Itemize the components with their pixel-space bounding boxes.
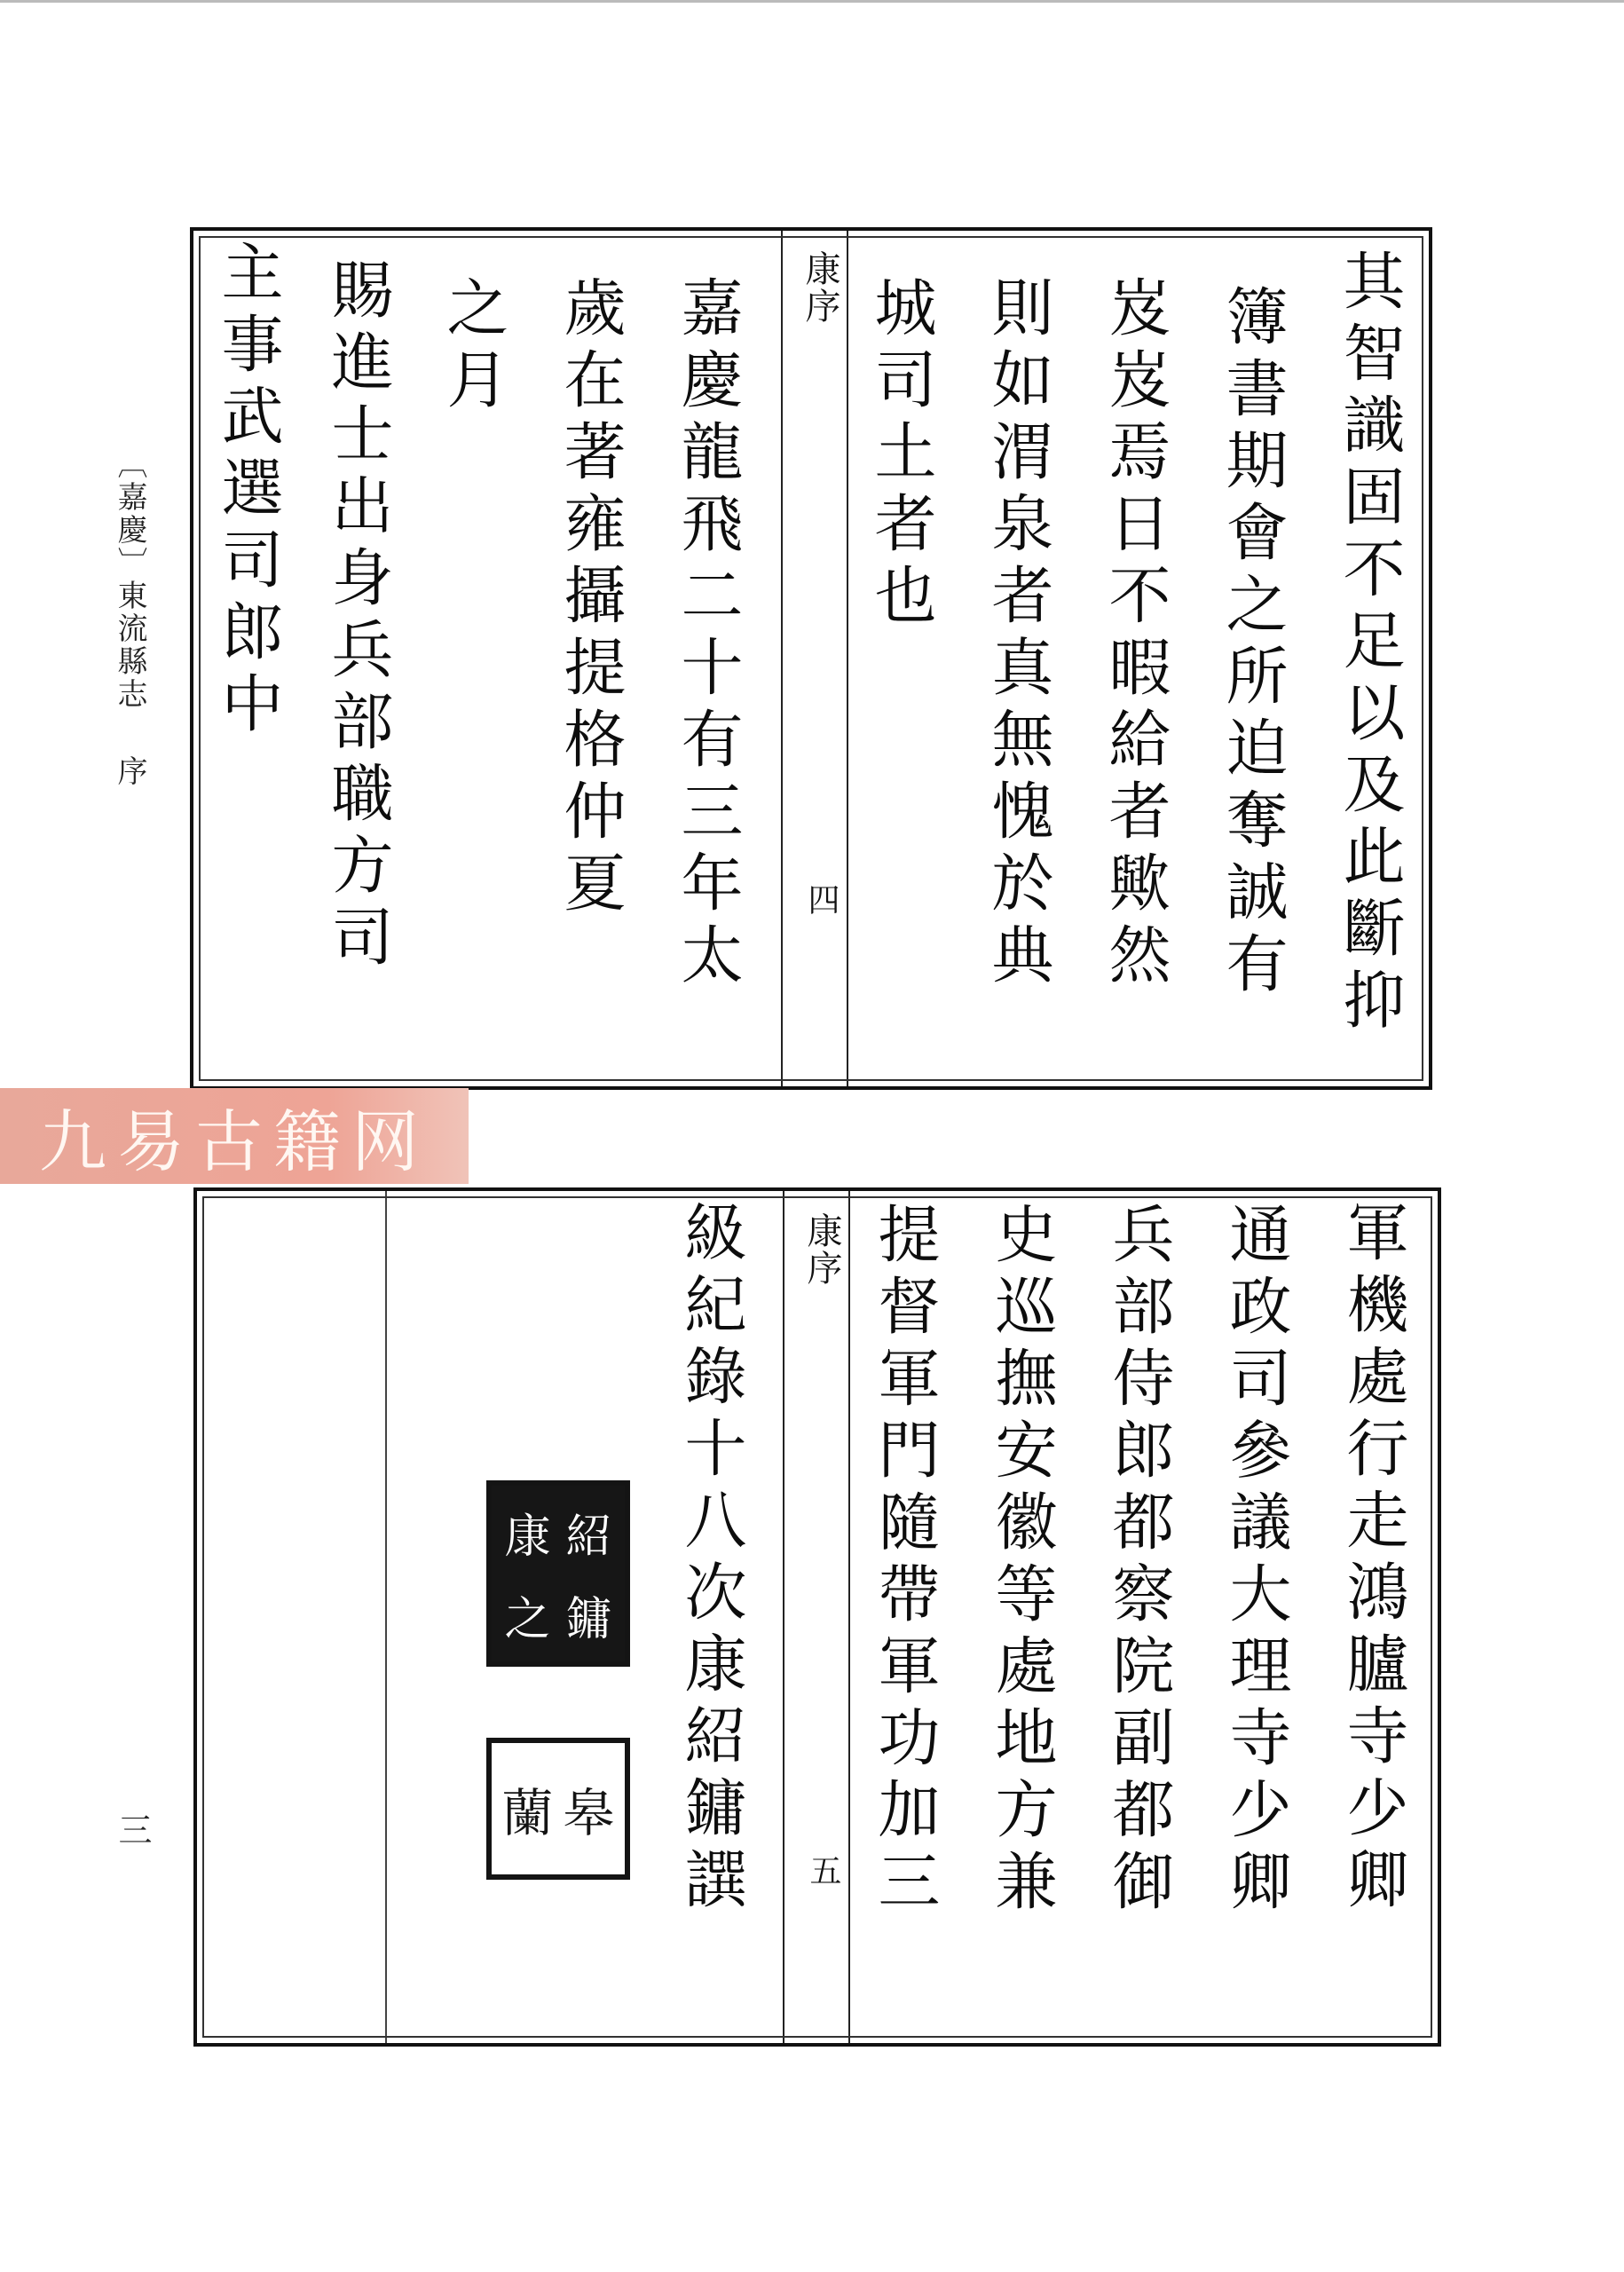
top-edge-line [0, 0, 1624, 3]
text-column: 賜進士出身兵部職方司 [321, 257, 394, 976]
seal-character: 紹 [560, 1493, 618, 1572]
upper-page-frame [190, 227, 1432, 1090]
lower-center-fold [783, 1191, 850, 2043]
text-column: 主事武選司郎中 [211, 240, 284, 743]
site-watermark: 九易古籍网 [0, 1088, 469, 1184]
text-column: 則如渭泉者真無愧於典 [981, 275, 1054, 994]
text-column: 嘉慶龍飛二十有三年太 [671, 275, 744, 994]
text-column: 史巡撫安徽等處地方兼 [985, 1202, 1058, 1921]
text-column: 兵部侍郎都察院副都御 [1102, 1202, 1175, 1921]
upper-center-fold [781, 231, 848, 1086]
text-column: 軍機處行走鴻臚寺少卿 [1336, 1200, 1409, 1919]
lower-spine-label: 康序 [801, 1212, 842, 1287]
lower-spine-number: 五 [805, 1854, 841, 1886]
text-column: 提督軍門隨帶軍功加三 [868, 1202, 941, 1921]
seal-stamp-lower [486, 1738, 630, 1880]
seal-stamp-upper [486, 1480, 630, 1667]
seal-character: 康 [499, 1493, 556, 1572]
seal-character: 鏞 [560, 1575, 618, 1654]
text-column: 城司土者也 [864, 275, 937, 635]
page-number: 三 [113, 1812, 152, 1846]
text-column: 通政司參議大理寺少卿 [1219, 1202, 1292, 1921]
lower-page-frame [193, 1187, 1441, 2047]
text-column: 其智識固不足以及此斷抑 [1333, 248, 1406, 1039]
column-rule [385, 1191, 387, 2043]
text-column: 級紀錄十八次康紹鏞譔 [674, 1200, 747, 1919]
text-column: 之月 [437, 275, 509, 419]
upper-spine-number: 四 [803, 883, 840, 915]
seal-character: 蘭 [501, 1783, 554, 1843]
section-label: 序 [112, 755, 147, 788]
text-column: 歲在著雍攝提格仲夏 [554, 275, 627, 922]
book-title: 〔嘉慶〕東流縣志 [112, 448, 147, 711]
upper-spine-label: 康序 [800, 250, 840, 325]
seal-character: 皋 [563, 1783, 615, 1843]
seal-character: 之 [499, 1575, 556, 1654]
text-column: 簿書期會之所迫奪誠有 [1216, 284, 1289, 1003]
text-column: 岌岌焉日不暇給者歟然 [1099, 275, 1171, 994]
running-title [108, 448, 152, 788]
